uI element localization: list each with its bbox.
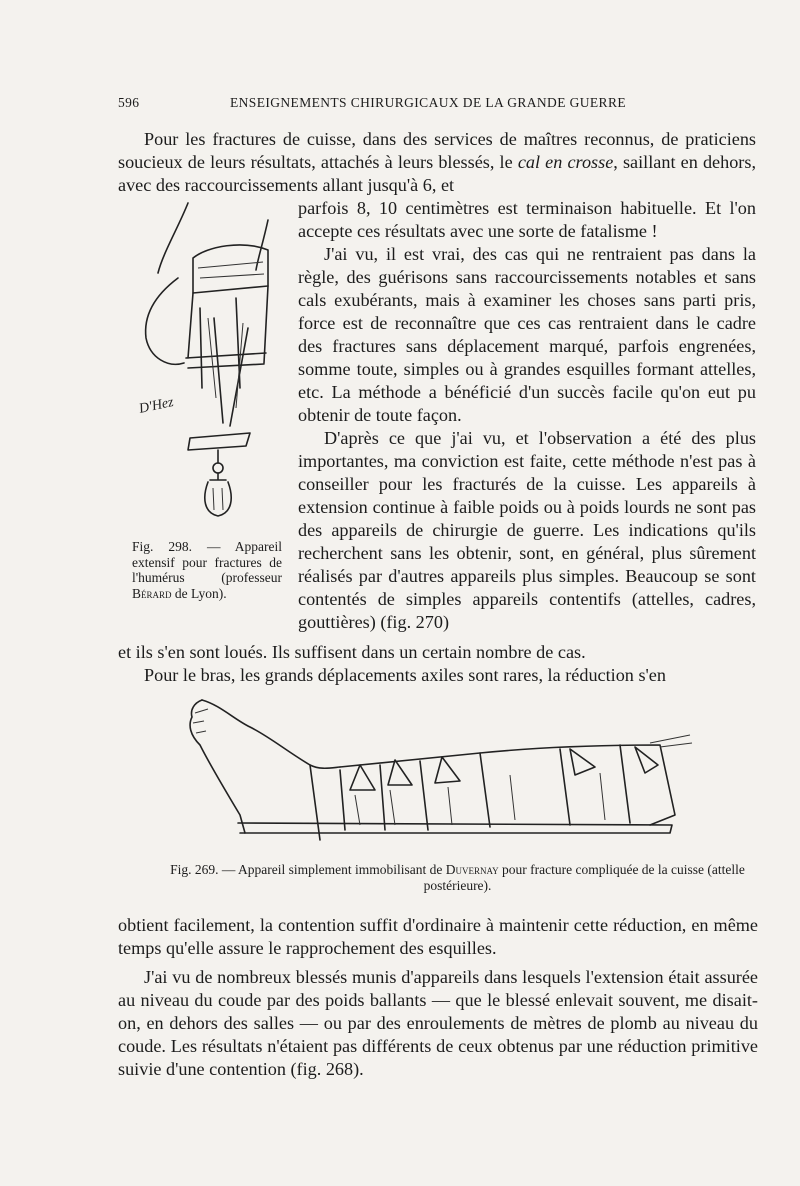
fig-298-illustration bbox=[118, 198, 288, 538]
paragraph-1-text: Pour les fractures de cuisse, dans des services de maîtres reconnus, de praticiens soucieux de leurs résultats, attachés à leurs blessés, le bbox=[118, 129, 756, 172]
fig-298-caption-text: Fig. 298. — Appareil extensif pour fractures de l'humérus (professeur bbox=[132, 539, 282, 585]
fig-298-signature: D'Hez bbox=[137, 394, 175, 417]
fig-269-caption-tail: pour fracture compliquée de la cuisse (attelle postérieure). bbox=[423, 862, 745, 893]
paragraph-2: J'ai vu, il est vrai, des cas qui ne rentraient pas dans la règle, des guérisons sans raccourcissements notables et sans cals exubérants, mais à examiner les choses sans parti pris, force est de reconnaître que ces cas rentraient dans le cadre des fractures sans déplacement marqué, parfois engrenées, somme toute, simples ou à grandes esquilles formant attelles, etc. La méthode a bénéficié d'un succès facile qu'on eut pu obtenir de toute façon. bbox=[298, 244, 756, 425]
fig-269-caption-text: Fig. 269. — Appareil simplement immobilisant de bbox=[170, 862, 446, 877]
page-number: 596 bbox=[118, 95, 140, 110]
paragraph-1-wrapped: parfois 8, 10 centimètres est terminaison habituelle. Et l'on accepte ces résultats avec une sorte de fatalisme ! bbox=[298, 198, 756, 241]
paragraph-4-text: Pour le bras, les grands déplacements axiles sont rares, la réduction s'en bbox=[144, 665, 666, 685]
paragraph-3-wrapped: D'après ce que j'ai vu, et l'observation a été des plus importantes, ma conviction est faite, cette méthode n'est pas à conseiller pour les fracturés de la cuisse. Les appareils à extension continue à faible poids ou à poids lourds ne sont pas des appareils de chirurgie de guerre. Les indications qu'ils recherchent sans les obtenir, sont, en général, plus sûrement réalisés par d'autres appareils plus simples. Beaucoup se sont contentés de simples appareils contentifs (attelles, cadres, gouttières) (fig. 270) bbox=[298, 428, 756, 632]
fig-269-author: Duvernay bbox=[445, 862, 499, 877]
paragraph-3-end bbox=[118, 641, 756, 664]
paragraph-1-top bbox=[118, 128, 756, 197]
fig-298-caption bbox=[132, 539, 282, 601]
paragraph-6 bbox=[118, 966, 758, 1081]
fig-269-caption bbox=[145, 862, 770, 894]
right-column bbox=[298, 197, 756, 634]
fig-269-illustration bbox=[180, 695, 700, 845]
paragraph-1-text-after: , saillant en dehors, avec des raccourcissements allant jusqu'à 6, et bbox=[118, 152, 756, 195]
fig-298-author: Bérard bbox=[132, 585, 172, 601]
running-title: ENSEIGNEMENTS CHIRURGICAUX DE LA GRANDE GUERRE bbox=[230, 95, 627, 110]
paragraph-5 bbox=[118, 914, 758, 960]
fig-298-caption-tail: de Lyon). bbox=[171, 585, 227, 601]
paragraph-6-text: J'ai vu de nombreux blessés munis d'appareils dans lesquels l'extension était assurée au niveau du coude par des poids ballants — que le blessé enlevait souvent, me disait-on, en dehors des salles — ou par des enroulements de mètres de plomb au niveau du coude. Les résultats n'étaient pas différents de ceux obtenus par une réduction primitive suivie d'une contention (fig. 268). bbox=[118, 967, 758, 1079]
paragraph-1-italic-term: cal en crosse bbox=[517, 152, 614, 172]
paragraph-4 bbox=[118, 664, 756, 687]
paragraph-3-full: et ils s'en sont loués. Ils suffisent dans un certain nombre de cas. bbox=[118, 642, 586, 662]
paragraph-5-text: obtient facilement, la contention suffit d'ordinaire à maintenir cette réduction, en même temps qu'elle assure le rapprochement des esquilles. bbox=[118, 915, 758, 958]
